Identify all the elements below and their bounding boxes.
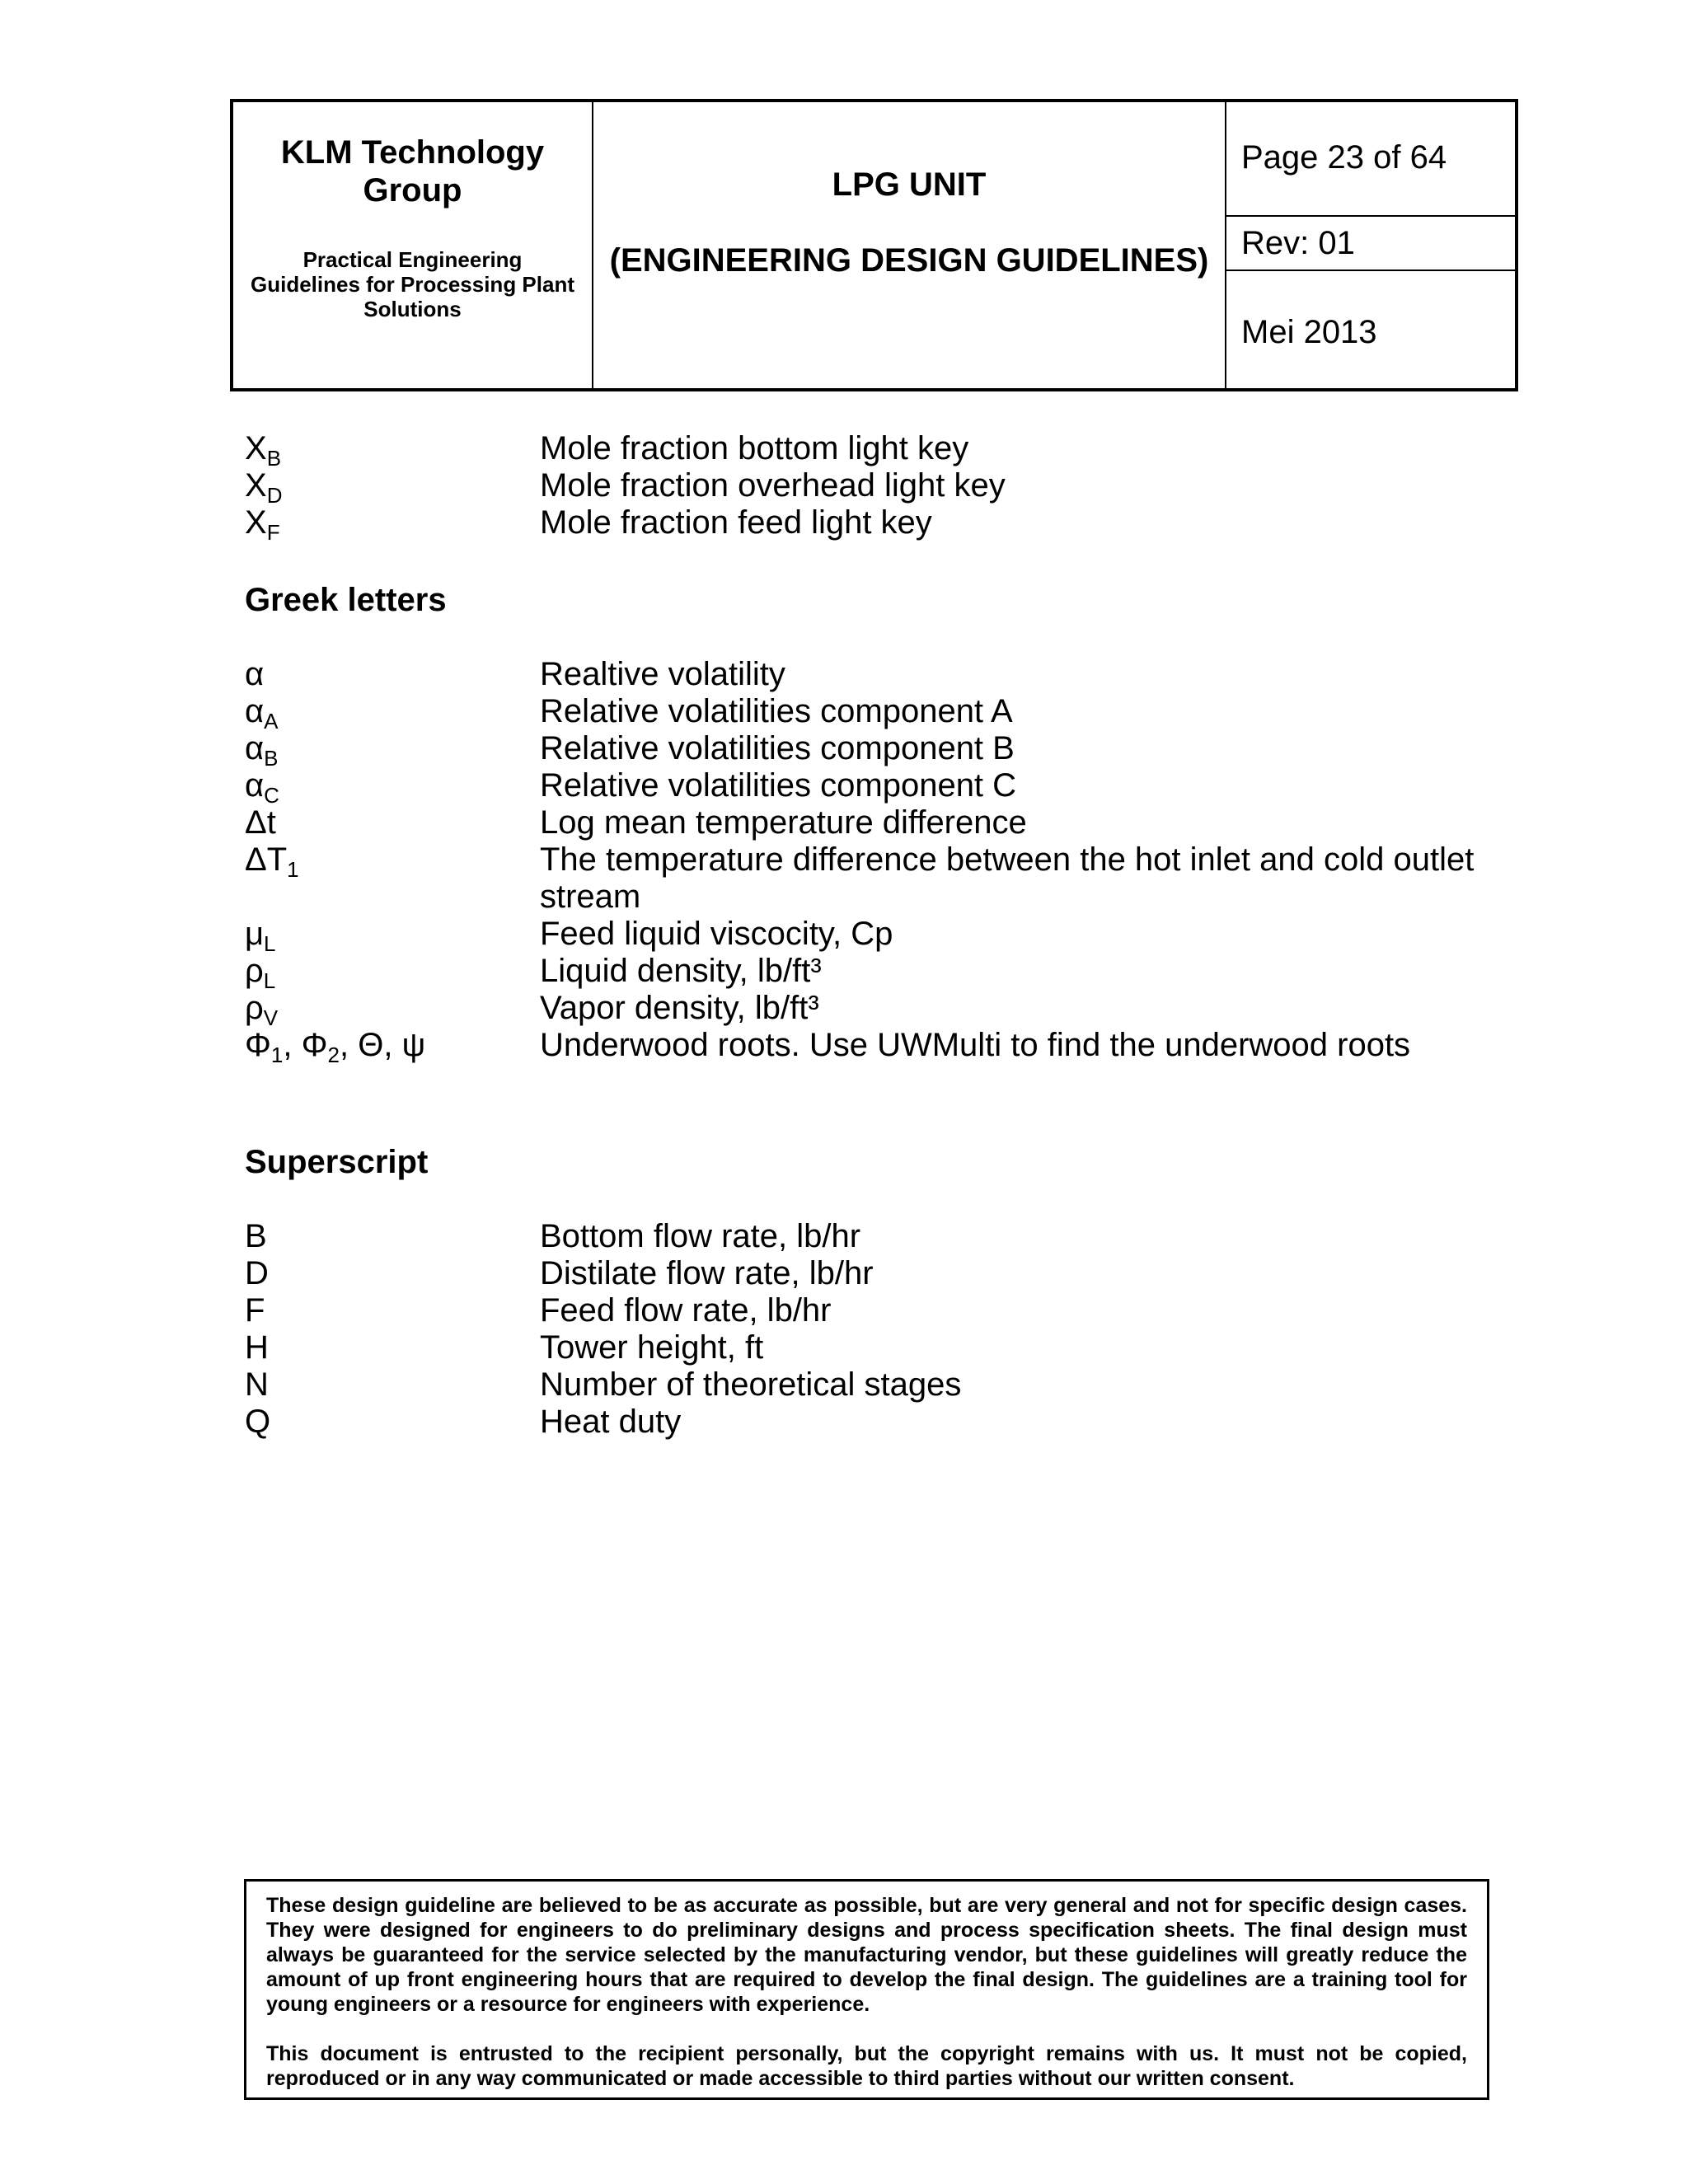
definition: Mole fraction overhead light key <box>540 467 1006 504</box>
org-sub-line3: Solutions <box>363 297 462 321</box>
greek-row <box>245 730 1488 771</box>
disclaimer-box <box>244 1879 1489 2100</box>
symbol: Q <box>245 1404 271 1440</box>
disclaimer-paragraph: These design guideline are believed to be as accurate as possible, but are very general and not for specific design cases. They were designed for engineers to do preliminary designs and process specification sheets. The final design must always be guaranteed for the service selected by the manufacturing vendor, but these guidelines will greatly reduce the amount of up front engineering hours that are required to develop the final design. The guidelines are a training tool for young engineers or a resource for engineers with experience. <box>266 1894 1467 2016</box>
definition: Bottom flow rate, lb/hr <box>540 1218 861 1254</box>
definition: Number of theoretical stages <box>540 1366 962 1403</box>
greek-row <box>245 804 1488 841</box>
symbol: $\alpha_A$ <box>245 693 279 733</box>
symbol: $\rho_V$ <box>245 990 279 1030</box>
meta-cell <box>1226 102 1515 388</box>
definition: Relative volatilities component B <box>540 730 1015 766</box>
definition: The temperature difference between the hot inlet and cold outlet stream <box>540 841 1475 915</box>
organization-cell <box>233 102 593 388</box>
symbol: $\Phi_1$, $\Phi_2$, Θ, ψ <box>245 1027 426 1067</box>
greek-row <box>245 990 1488 1030</box>
definition: Feed flow rate, lb/hr <box>540 1292 832 1329</box>
symbol: F <box>245 1292 265 1329</box>
nomenclature-row <box>245 504 1488 545</box>
document-subtitle: (ENGINEERING DESIGN GUIDELINES) <box>609 242 1209 279</box>
superscript-row <box>245 1292 1488 1329</box>
greek-row <box>245 656 1488 693</box>
greek-row <box>245 916 1488 956</box>
symbol: $\rho_L$ <box>245 953 276 993</box>
definition: Vapor density, lb/ft³ <box>540 990 819 1026</box>
copyright-paragraph: This document is entrusted to the recipient personally, but the copyright remains with us. It must not be copied, reproduced or in any way communicated or made accessible to third parties without our written consent. <box>266 2042 1467 2090</box>
page-number: Page 23 of 64 <box>1226 102 1515 217</box>
section-title-greek: Greek letters <box>245 582 447 618</box>
revision: Rev: 01 <box>1226 217 1515 271</box>
definition: Heat duty <box>540 1404 682 1440</box>
symbol: $\Delta T_1$ <box>245 841 299 882</box>
superscript-row <box>245 1218 1488 1255</box>
organization-tagline <box>233 247 592 321</box>
symbol: $\alpha_C$ <box>245 767 279 808</box>
symbol: $X_D$ <box>245 467 283 508</box>
definition: Mole fraction feed light key <box>540 504 932 541</box>
greek-row <box>245 693 1488 733</box>
definition: Relative volatilities component C <box>540 767 1017 804</box>
symbol: N <box>245 1366 269 1403</box>
symbol: α <box>245 656 265 692</box>
org-sub-line2: Guidelines for Processing Plant <box>251 272 574 297</box>
greek-row <box>245 841 1488 916</box>
org-name-line1: KLM Technology <box>280 134 545 171</box>
symbol: D <box>245 1255 269 1291</box>
definition: Tower height, ft <box>540 1329 764 1366</box>
greek-row <box>245 767 1488 808</box>
nomenclature-row <box>245 430 1488 471</box>
section-title-superscript: Superscript <box>245 1144 429 1180</box>
superscript-row <box>245 1255 1488 1292</box>
superscript-row <box>245 1366 1488 1404</box>
document-title: LPG UNIT <box>832 166 987 203</box>
organization-name <box>233 134 592 209</box>
definition: Distilate flow rate, lb/hr <box>540 1255 874 1291</box>
document-header <box>230 99 1518 391</box>
definition: Underwood roots. Use UWMulti to find the underwood roots <box>540 1027 1411 1063</box>
symbol: $\mu_L$ <box>245 916 276 956</box>
definition: Log mean temperature difference <box>540 804 1027 841</box>
document-date: Mei 2013 <box>1241 314 1377 350</box>
symbol: $X_B$ <box>245 430 282 471</box>
symbol: B <box>245 1218 267 1254</box>
definition: Liquid density, lb/ft³ <box>540 953 822 989</box>
title-cell <box>593 102 1226 388</box>
nomenclature-row <box>245 467 1488 508</box>
org-sub-line1: Practical Engineering <box>302 247 523 272</box>
definition: Feed liquid viscocity, Cp <box>540 916 893 952</box>
greek-row <box>245 1027 1488 1067</box>
superscript-row <box>245 1329 1488 1366</box>
greek-row <box>245 953 1488 993</box>
definition: Realtive volatility <box>540 656 785 692</box>
symbol: Δt <box>245 804 276 841</box>
org-name-line2: Group <box>363 172 462 209</box>
symbol: H <box>245 1329 269 1366</box>
symbol: $X_F$ <box>245 504 280 545</box>
definition: Mole fraction bottom light key <box>540 430 969 466</box>
definition: Relative volatilities component A <box>540 693 1013 729</box>
symbol: $\alpha_B$ <box>245 730 279 771</box>
superscript-row <box>245 1404 1488 1441</box>
